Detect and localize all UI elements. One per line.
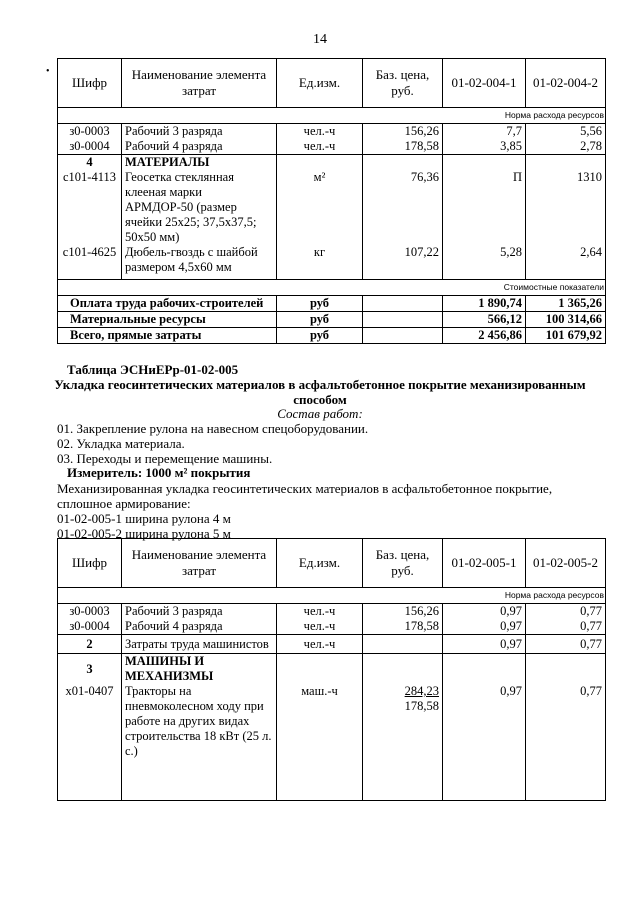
row-name: Рабочий 3 разряда (122, 124, 277, 140)
row-code: з0-0004 (58, 619, 122, 635)
row-value-2: 0,77 (526, 604, 606, 620)
row-value-1: 7,7 (443, 124, 526, 140)
section-number: 3 (58, 654, 122, 685)
section-number: 4 (58, 155, 122, 171)
row-value-2: 1310 (526, 170, 606, 245)
table-row (58, 170, 606, 245)
total-row (58, 312, 606, 328)
total-name: Всего, прямые затраты (58, 328, 277, 344)
total-name: Оплата труда рабочих-строителей (58, 296, 277, 312)
row-unit: чел.-ч (277, 139, 363, 155)
machine-row (58, 684, 606, 801)
row-value-1: 5,28 (443, 245, 526, 280)
meter-label: Измеритель: 1000 м² покрытия (67, 465, 251, 480)
row-name: Дюбель-гвоздь с шайбой размером 4,5х60 мм (122, 245, 277, 280)
row-value-1: 0,97 (443, 684, 526, 801)
row-value-2: 0,77 (526, 684, 606, 801)
page-number: 14 (313, 32, 327, 47)
table-row (58, 604, 606, 620)
resource-table-2 (57, 538, 606, 801)
row-price (363, 684, 443, 801)
work-step: 01. Закрепление рулона на навесном спецоборудовании. (57, 421, 369, 436)
cost-label: Стоимостные показатели (58, 280, 606, 296)
header-code: Шифр (58, 59, 122, 108)
variant-line: 01-02-005-1 ширина рулона 4 м (57, 511, 231, 526)
total-unit: руб (277, 328, 363, 344)
header-price: Баз. цена, руб. (363, 539, 443, 588)
total-row (58, 328, 606, 344)
row-price: 107,22 (363, 245, 443, 280)
row-value-2: 2,78 (526, 139, 606, 155)
row-value-2: 0,77 (526, 619, 606, 635)
row-value-2: 5,56 (526, 124, 606, 140)
header-unit: Ед.изм. (277, 59, 363, 108)
labor-unit: чел.-ч (277, 635, 363, 654)
row-code: с101-4625 (58, 245, 122, 280)
total-value-1: 2 456,86 (443, 328, 526, 344)
header-col2: 01-02-005-2 (526, 539, 606, 588)
total-value-2: 100 314,66 (526, 312, 606, 328)
total-value-2: 101 679,92 (526, 328, 606, 344)
labor-value-2: 0,77 (526, 635, 606, 654)
total-unit: руб (277, 312, 363, 328)
row-unit: чел.-ч (277, 619, 363, 635)
labor-value-1: 0,97 (443, 635, 526, 654)
row-name: Рабочий 4 разряда (122, 139, 277, 155)
row-code: з0-0004 (58, 139, 122, 155)
table-row (58, 245, 606, 280)
row-value-1: П (443, 170, 526, 245)
row-code: х01-0407 (58, 684, 122, 801)
row-unit: кг (277, 245, 363, 280)
row-code: з0-0003 (58, 604, 122, 620)
table-row (58, 139, 606, 155)
row-price-primary: 284,23 (404, 684, 439, 698)
row-code: з0-0003 (58, 124, 122, 140)
total-row (58, 296, 606, 312)
variant-line: 01-02-005-2 ширина рулона 5 м (57, 526, 231, 541)
header-price: Баз. цена, руб. (363, 59, 443, 108)
total-value-2: 1 365,26 (526, 296, 606, 312)
table-row (58, 124, 606, 140)
row-name: Геосетка стеклянная клееная марки АРМДОР-50 (размер ячейки 25х25; 37,5х37,5; 50х50 мм) (122, 170, 277, 245)
row-price: 178,58 (363, 619, 443, 635)
composition-label: Состав работ: (277, 406, 363, 421)
header-name: Наименование элемента затрат (122, 539, 277, 588)
row-name: Тракторы на пневмоколесном ходу при работе на других видах строительства 18 кВт (25 л. с.) (122, 684, 277, 801)
row-price: 178,58 (363, 139, 443, 155)
section-heading-line-2: способом (293, 392, 347, 407)
total-name: Материальные ресурсы (58, 312, 277, 328)
header-code: Шифр (58, 539, 122, 588)
row-name: Рабочий 4 разряда (122, 619, 277, 635)
header-col1: 01-02-004-1 (443, 59, 526, 108)
section-row (58, 155, 606, 171)
header-col1: 01-02-005-1 (443, 539, 526, 588)
row-price: 156,26 (363, 604, 443, 620)
labor-row (58, 635, 606, 654)
row-unit: чел.-ч (277, 604, 363, 620)
row-value-1: 0,97 (443, 619, 526, 635)
table-row (58, 619, 606, 635)
norm-label: Норма расхода ресурсов (58, 108, 606, 124)
row-unit: маш.-ч (277, 684, 363, 801)
row-unit: чел.-ч (277, 124, 363, 140)
description-line-1: Механизированная укладка геосинтетических материалов в асфальтобетонное покрытие, (57, 481, 553, 496)
header-unit: Ед.изм. (277, 539, 363, 588)
norm-label: Норма расхода ресурсов (58, 588, 606, 604)
work-step: 03. Переходы и перемещение машины. (57, 451, 273, 466)
row-value-1: 0,97 (443, 604, 526, 620)
section-title: МАШИНЫ И МЕХАНИЗМЫ (122, 654, 277, 685)
header-name: Наименование элемента затрат (122, 59, 277, 108)
row-price: 156,26 (363, 124, 443, 140)
row-value-1: 3,85 (443, 139, 526, 155)
row-code: с101-4113 (58, 170, 122, 245)
labor-name: Затраты труда машинистов (122, 635, 277, 654)
description-line-2: сплошное армирование: (57, 496, 191, 511)
row-value-2: 2,64 (526, 245, 606, 280)
row-name: Рабочий 3 разряда (122, 604, 277, 620)
header-col2: 01-02-004-2 (526, 59, 606, 108)
section-heading-line-1: Укладка геосинтетических материалов в асфальтобетонное покрытие механизированным (54, 377, 586, 392)
row-price-secondary: 178,58 (404, 699, 439, 713)
labor-number: 2 (58, 635, 122, 654)
section-row (58, 654, 606, 685)
total-value-1: 1 890,74 (443, 296, 526, 312)
total-unit: руб (277, 296, 363, 312)
total-value-1: 566,12 (443, 312, 526, 328)
row-price: 76,36 (363, 170, 443, 245)
work-step: 02. Укладка материала. (57, 436, 185, 451)
section-title: МАТЕРИАЛЫ (122, 155, 277, 171)
table-title: Таблица ЭСНиЕРр-01-02-005 (67, 362, 239, 377)
resource-table-1 (57, 58, 606, 344)
margin-mark: • (46, 66, 50, 77)
row-unit: м² (277, 170, 363, 245)
